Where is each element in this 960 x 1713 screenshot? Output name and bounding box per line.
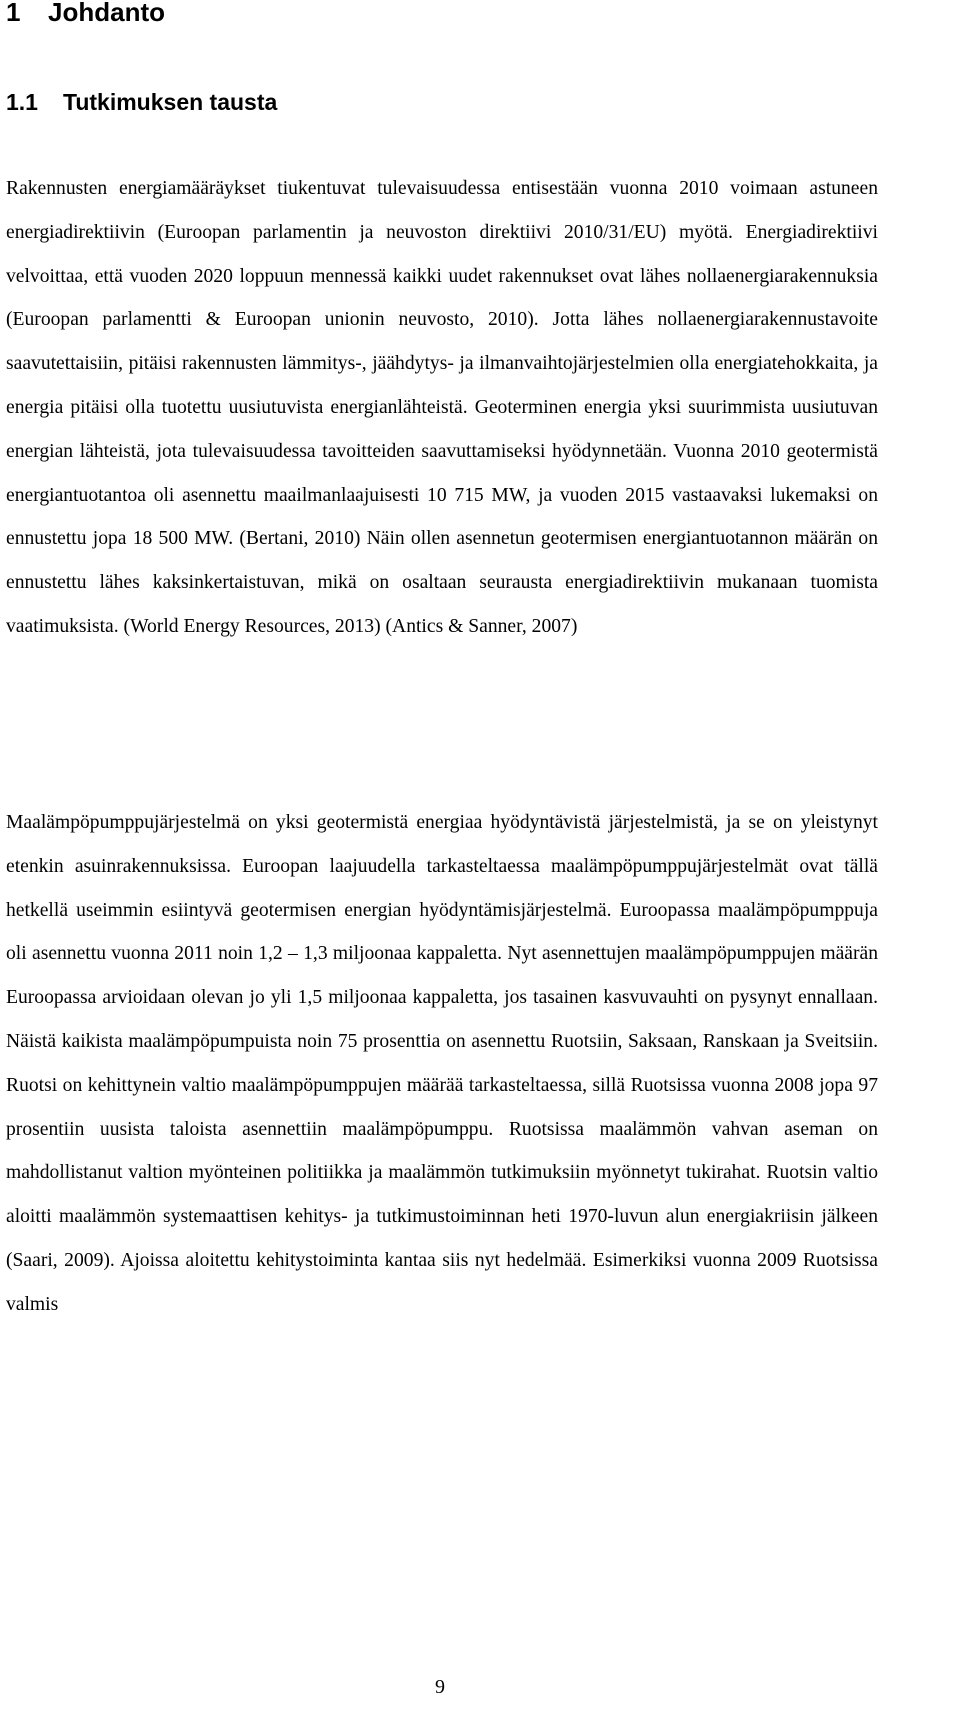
page-number: 9 [435,1676,445,1698]
body-paragraph: Rakennusten energiamääräykset tiukentuvat tulevaisuudessa entisestään vuonna 2010 voimaan astuneen energiadirektiivin (Euroopan parlamentin ja neuvoston direktiivi 2010/31/EU) myötä. Energiadirektiivi velvoittaa, että vuoden 2020 loppuun mennessä kaikki uudet rakennukset ovat lähes nollaenergiarakennuksia (Euroopan parlamentti & Euroopan unionin neuvosto, 2010). Jotta lähes nollaenergiarakennustavoite saavutettaisiin, pitäisi rakennusten lämmitys-, jäähdytys- ja ilmanvaihtojärjestelmien olla energiatehokkaita, ja energia pitäisi olla tuotettu uusiutuvista energianlähteistä. Geoterminen energia yksi suurimmista uusiutuvan energian lähteistä, jota tulevaisuudessa tavoitteiden saavuttamiseksi hyödynnetään. Vuonna 2010 geotermistä energiantuotantoa oli asennettu maailmanlaajuisesti 10 715 MW, ja vuoden 2015 vastaavaksi lukemaksi on ennustettu jopa 18 500 MW. (Bertani, 2010) Näin ollen asennetun geotermisen energiantuotannon määrän on ennustettu lähes kaksinkertaistuvan, mikä on osaltaan seurausta energiadirektiivin mukanaan tuomista vaatimuksista. (World Energy Resources, 2013) (Antics & Sanner, 2007) [6,178,878,637]
section-heading [6,84,277,120]
section-title: Tutkimuksen tausta [63,89,278,115]
chapter-title: Johdanto [48,0,165,27]
chapter-number: 1 [6,0,21,27]
body-paragraph: Maalämpöpumppujärjestelmä on yksi geotermistä energiaa hyödyntävistä järjestelmistä, ja se on yleistynyt etenkin asuinrakennuksissa. Euroopan laajuudella tarkasteltaessa maalämpöpumppujärjestelmät ovat tällä hetkellä useimmin esiintyvä geotermisen energian hyödyntämisjärjestelmä. Euroopassa maalämpöpumppuja oli asennettu vuonna 2011 noin 1,2 – 1,3 miljoonaa kappaletta. Nyt asennettujen maalämpöpumppujen määrän Euroopassa arvioidaan olevan jo yli 1,5 miljoonaa kappaletta, jos tasainen kasvuvauhti on pysynyt ennallaan. Näistä kaikista maalämpöpumpuista noin 75 prosenttia on asennettu Ruotsiin, Saksaan, Ranskaan ja Sveitsiin. Ruotsi on kehittynein valtio maalämpöpumppujen määrää tarkasteltaessa, sillä Ruotsissa vuonna 2008 jopa 97 prosentiin uusista taloista asennettiin maalämpöpumppu. Ruotsissa maalämmön vahvan aseman on mahdollistanut valtion myönteinen politiikka ja maalämmön tutkimuksiin myönnetyt tukirahat. Ruotsin valtio aloitti maalämmön systemaattisen kehitys- ja tutkimustoiminnan heti 1970-luvun alun energiakriisin jälkeen (Saari, 2009). Ajoissa aloitettu kehitystoiminta kantaa siis nyt hedelmää. Esimerkiksi vuonna 2009 Ruotsissa valmis [6,812,878,1315]
chapter-heading [6,0,165,30]
section-number: 1.1 [6,89,38,115]
